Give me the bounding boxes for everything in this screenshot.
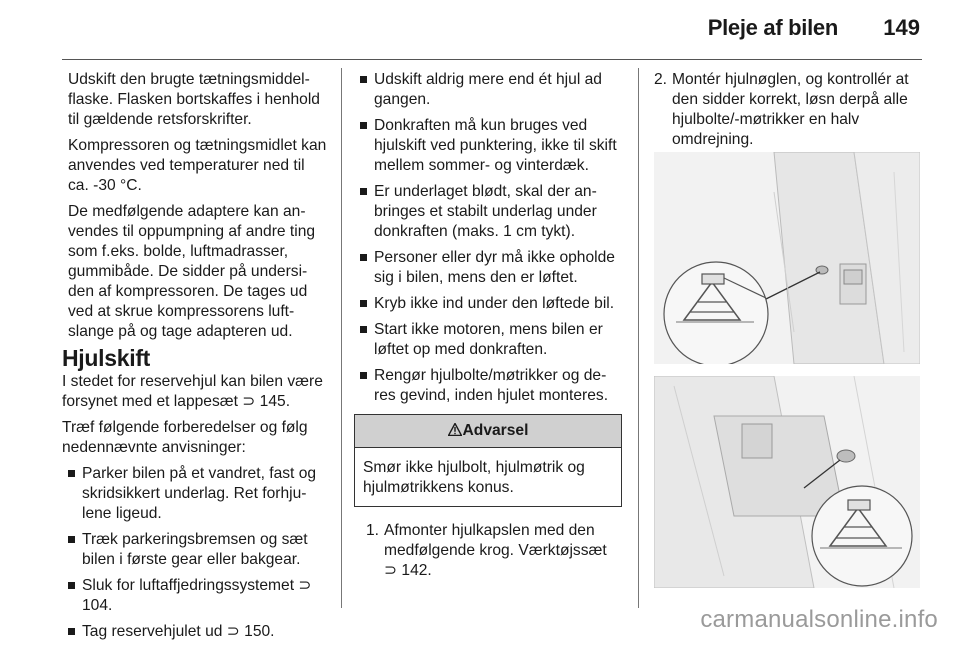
step-item [354,521,622,581]
list-item-text: Tag reservehjulet ud ⊃ 150. [82,623,275,640]
section-heading: Hjulskift [62,345,151,371]
page-header-title: Pleje af bilen [707,15,838,40]
bullet-list [354,70,622,406]
jack-placement-illustration-top [654,152,920,364]
column-divider [341,68,342,608]
jack-placement-illustration-bottom [654,376,920,588]
column-divider [638,68,639,608]
column-3 [652,70,922,156]
list-item [354,320,622,360]
step-list [354,521,622,581]
warning-header [355,415,621,448]
list-item-text: Parker bilen på et vandret, fast og skridsikkert underlag. Ret forhju-lene ligeud. [82,465,317,522]
paragraph: Udskift den brugte tætningsmiddel-flaske. Flasken bortskaffes i henhold til gældende retsforskrifter. [68,71,320,128]
list-item-text: Træk parkeringsbremsen og sæt bilen i første gear eller bakgear. [82,531,308,568]
warning-box [354,414,622,507]
list-item [354,70,622,110]
list-item-text: Start ikke motoren, mens bilen er løftet op med donkraften. [374,321,603,358]
step-number: 1. [366,522,380,539]
watermark: carmanualsonline.info [700,606,938,633]
warning-title: Advarsel [462,422,529,439]
page-number: 149 [883,15,920,40]
list-item [354,294,622,314]
list-item-text: Sluk for luftaffjedringssystemet ⊃ 104. [82,577,312,614]
bullet-icon [360,76,367,83]
list-item-text: Kryb ikke ind under den løftede bil. [374,295,615,312]
list-item [62,464,328,524]
bullet-icon [68,470,75,477]
step-list [642,70,922,150]
paragraph: Kompressoren og tætningsmidlet kan anvendes ved temperaturer ned til ca. -30 °C. [68,137,327,194]
list-item-text: Udskift aldrig mere end ét hjul ad gangen. [374,71,602,108]
list-item [354,366,622,406]
list-item-text: Rengør hjulbolte/møtrikker og de-res gevind, inden hjulet monteres. [374,367,609,404]
column-1 [62,70,328,648]
list-item [62,622,328,642]
step-text: Montér hjulnøglen, og kontrollér at den sidder korrekt, løsn derpå alle hjulbolte/-møtrikker en halv omdrejning. [672,71,909,148]
paragraph: Træf følgende forberedelser og følg nedennævnte anvisninger: [62,419,308,456]
list-item-text: Donkraften må kun bruges ved hjulskift ved punktering, ikke til skift mellem sommer- og vinterdæk. [374,117,617,174]
bullet-icon [68,536,75,543]
list-item-text: Personer eller dyr må ikke opholde sig i bilen, mens den er løftet. [374,249,615,286]
list-item-text: Er underlaget blødt, skal der an-bringes et stabilt underlag under donkraften (maks. 1 cm tykt). [374,183,597,240]
list-item [354,116,622,176]
paragraph: De medfølgende adaptere kan an-vendes til oppumpning af andre ting som f.eks. bolde, luftmadrasser, gummibåde. De sidder på undersi-den af kompressoren. De tages ud ved at skrue kompressorens luft-slange på og tage adapteren ud. [68,203,316,340]
bullet-icon [68,628,75,635]
bullet-icon [68,582,75,589]
column-2 [354,70,622,587]
warning-triangle-icon [448,422,462,435]
list-item [62,530,328,570]
step-text: Afmonter hjulkapslen med den medfølgende krog. Værktøjssæt ⊃ 142. [384,522,607,579]
bullet-icon [360,254,367,261]
list-item [354,182,622,242]
warning-text: Smør ikke hjulbolt, hjulmøtrik og hjulmøtrikkens konus. [363,459,585,496]
header-rule [62,59,922,60]
bullet-icon [360,326,367,333]
step-number: 2. [654,71,668,88]
bullet-icon [360,122,367,129]
bullet-icon [360,300,367,307]
step-item [642,70,922,150]
list-item [354,248,622,288]
bullet-icon [360,188,367,195]
bullet-list [62,464,328,642]
paragraph: I stedet for reservehjul kan bilen være forsynet med et lappesæt ⊃ 145. [62,373,323,410]
list-item [62,576,328,616]
bullet-icon [360,372,367,379]
